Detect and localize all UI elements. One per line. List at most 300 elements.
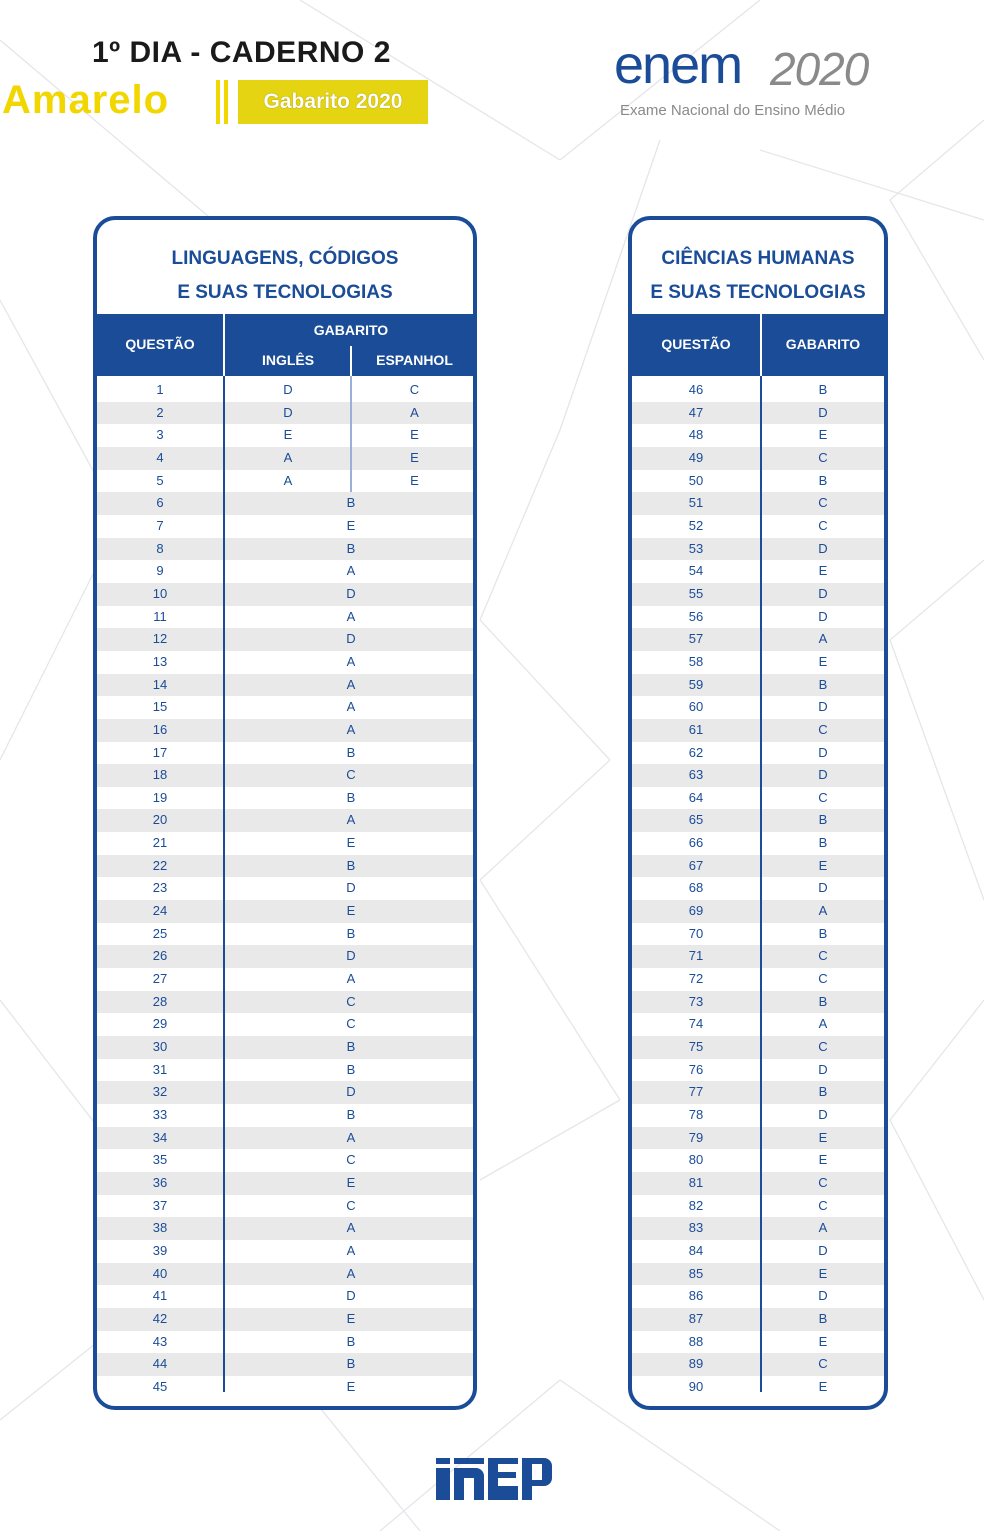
answer-spanish: A [410, 404, 419, 420]
answer-letter: A [346, 699, 356, 715]
table-row [632, 538, 884, 561]
header-answer: GABARITO [785, 336, 861, 352]
table-row [97, 1149, 473, 1172]
answer-letter: E [346, 1174, 356, 1190]
answer-spanish: E [410, 472, 419, 488]
question-number: 57 [688, 631, 704, 647]
table-row [632, 1149, 884, 1172]
answer-letter: B [346, 1061, 356, 1077]
answer-letter: A [818, 1220, 828, 1236]
table-row [632, 764, 884, 787]
table-row [97, 945, 473, 968]
answer-letter: D [818, 767, 828, 783]
question-number: 12 [152, 631, 168, 647]
question-number: 78 [688, 1107, 704, 1122]
answer-letter: C [346, 767, 356, 783]
answer-letter: E [346, 1378, 356, 1394]
table-row [632, 991, 884, 1014]
answer-letter: C [818, 948, 828, 964]
table-row [632, 402, 884, 425]
answer-letter: B [818, 835, 828, 851]
table-row [97, 696, 473, 719]
table-row [632, 1195, 884, 1218]
question-number: 9 [156, 563, 164, 579]
table-row [632, 742, 884, 765]
table-row [97, 764, 473, 787]
answer-letter: D [818, 404, 828, 420]
language-column-divider [350, 376, 352, 492]
answer-letter: D [346, 948, 356, 964]
answer-letter: D [818, 540, 828, 556]
answer-letter: C [346, 1152, 356, 1168]
answer-letter: E [818, 1378, 828, 1394]
question-number: 25 [152, 925, 168, 941]
question-number: 28 [152, 993, 168, 1009]
table-row [632, 447, 884, 470]
question-number: 6 [156, 495, 164, 511]
question-number: 76 [688, 1061, 704, 1077]
answer-letter: B [818, 925, 828, 941]
question-number: 26 [152, 948, 168, 964]
answer-letter: B [818, 472, 828, 488]
question-number: 61 [688, 721, 704, 737]
question-number: 66 [688, 835, 704, 851]
header-day-title: 1º DIA - CADERNO 2 [92, 36, 391, 69]
question-number: 30 [152, 1039, 168, 1055]
header-spanish: ESPANHOL [376, 352, 453, 368]
question-number: 52 [688, 517, 704, 533]
table-row [632, 1104, 884, 1127]
header-question: QUESTÃO [125, 336, 195, 352]
question-number: 17 [152, 744, 168, 760]
answer-letter: A [346, 563, 356, 579]
question-number: 32 [152, 1084, 168, 1100]
table-row [97, 1059, 473, 1082]
answer-letter: E [818, 427, 828, 443]
answer-letter: D [818, 1107, 828, 1122]
header-divider-bars [216, 80, 230, 124]
table-row [97, 447, 473, 470]
answer-english: A [283, 449, 293, 465]
question-number: 19 [152, 789, 168, 805]
table-row [632, 968, 884, 991]
answer-letter: C [818, 1039, 828, 1055]
answer-letter: D [346, 880, 356, 896]
question-number: 56 [688, 608, 704, 624]
answer-letter: D [818, 608, 828, 624]
question-number: 42 [152, 1310, 168, 1326]
answer-spanish: C [409, 382, 420, 397]
answer-letter: C [818, 1197, 828, 1213]
table-row [632, 651, 884, 674]
table-row [632, 1263, 884, 1286]
question-number: 89 [688, 1356, 704, 1372]
answer-letter: B [818, 382, 828, 397]
question-number: 65 [688, 812, 704, 828]
question-number: 14 [152, 676, 168, 692]
logo-subtitle: Exame Nacional do Ensino Médio [620, 102, 846, 119]
table-row [97, 1036, 473, 1059]
answer-letter: B [346, 789, 356, 805]
table-row [632, 696, 884, 719]
column-divider [223, 376, 225, 1392]
answer-letter: C [818, 449, 828, 465]
question-number: 54 [688, 563, 704, 579]
answer-letter: E [818, 1152, 828, 1168]
logo-year: 2020 [770, 43, 869, 95]
question-number: 77 [688, 1084, 704, 1100]
panel-title-line1: LINGUAGENS, CÓDIGOS [171, 248, 399, 269]
header-badge: Gabarito 2020 [238, 80, 428, 124]
question-number: 90 [688, 1378, 704, 1394]
question-number: 41 [152, 1288, 168, 1304]
question-number: 67 [688, 857, 704, 873]
answer-letter: B [346, 1039, 356, 1055]
table-row [97, 424, 473, 447]
table-row [632, 1376, 884, 1399]
answer-letter: B [818, 1310, 828, 1326]
table-row [97, 1263, 473, 1286]
panel-title-line2: E SUAS TECNOLOGIAS [650, 282, 866, 303]
question-number: 20 [152, 812, 168, 828]
table-row [632, 1172, 884, 1195]
answer-letter: C [818, 1356, 828, 1372]
table-row [632, 1353, 884, 1376]
answer-letter: B [346, 540, 356, 556]
question-number: 36 [152, 1174, 168, 1190]
question-number: 80 [688, 1152, 704, 1168]
answer-letter: C [818, 1174, 828, 1190]
question-number: 23 [152, 880, 168, 896]
answer-letter: B [818, 812, 828, 828]
answer-letter: A [346, 1129, 356, 1145]
table-row [97, 538, 473, 561]
table-row [97, 809, 473, 832]
question-number: 74 [688, 1016, 704, 1032]
table-row [97, 1127, 473, 1150]
answer-letter: E [346, 1310, 356, 1326]
question-number: 51 [688, 495, 704, 511]
answer-letter: A [346, 608, 356, 624]
table-row [97, 991, 473, 1014]
table-row [97, 1240, 473, 1263]
question-number: 60 [688, 699, 704, 715]
question-number: 27 [152, 971, 168, 987]
question-number: 50 [688, 472, 704, 488]
table-row [97, 877, 473, 900]
table-row [97, 1104, 473, 1127]
table-row [97, 1217, 473, 1240]
answer-letter: C [818, 789, 828, 805]
table-row [632, 1217, 884, 1240]
answer-letter: B [818, 993, 828, 1009]
question-number: 29 [152, 1016, 168, 1032]
question-number: 1 [156, 382, 164, 397]
table-row [97, 470, 473, 493]
question-number: 45 [152, 1378, 168, 1394]
answer-english: D [283, 404, 293, 420]
answer-english: E [283, 427, 293, 443]
answer-letter: E [346, 903, 356, 919]
question-number: 8 [156, 540, 164, 556]
table-row [632, 787, 884, 810]
answer-letter: B [346, 744, 356, 760]
answer-letter: B [346, 495, 356, 511]
answer-letter: B [818, 676, 828, 692]
answer-letter: E [346, 835, 356, 851]
table-row [632, 1081, 884, 1104]
question-number: 71 [688, 948, 704, 964]
question-number: 37 [152, 1197, 168, 1213]
question-number: 83 [688, 1220, 704, 1236]
question-number: 59 [688, 676, 704, 692]
answer-letter: A [818, 903, 828, 919]
answer-letter: C [818, 721, 828, 737]
question-number: 58 [688, 653, 704, 669]
question-number: 70 [688, 925, 704, 941]
question-number: 75 [688, 1039, 704, 1055]
answer-letter: C [346, 993, 356, 1009]
question-number: 47 [688, 404, 704, 420]
question-number: 16 [152, 721, 168, 737]
inep-logo [436, 1458, 552, 1500]
answer-letter: A [346, 812, 356, 828]
panel-title-line1: CIÊNCIAS HUMANAS [661, 248, 855, 269]
question-number: 13 [152, 653, 168, 669]
answer-letter: C [818, 517, 828, 533]
question-number: 35 [152, 1152, 168, 1168]
answer-english: A [283, 472, 293, 488]
column-divider [760, 376, 762, 1392]
question-number: 86 [688, 1288, 704, 1304]
answer-letter: C [346, 1016, 356, 1032]
table-row [632, 470, 884, 493]
question-number: 24 [152, 903, 168, 919]
answer-letter: D [346, 585, 356, 601]
question-number: 43 [152, 1333, 168, 1349]
table-row [97, 560, 473, 583]
question-number: 44 [152, 1356, 168, 1372]
answer-letter: E [818, 563, 828, 579]
answer-letter: B [346, 1107, 356, 1122]
answer-letter: D [346, 1288, 356, 1304]
question-number: 40 [152, 1265, 168, 1281]
question-number: 64 [688, 789, 704, 805]
question-number: 2 [156, 404, 164, 420]
table-row [97, 515, 473, 538]
question-number: 48 [688, 427, 704, 443]
answer-letter: A [346, 1265, 356, 1281]
question-number: 39 [152, 1242, 168, 1258]
question-number: 63 [688, 767, 704, 783]
table-row [632, 515, 884, 538]
question-number: 11 [153, 608, 167, 624]
question-number: 88 [688, 1333, 704, 1349]
table-row [632, 1059, 884, 1082]
question-number: 22 [152, 857, 168, 873]
answer-letter: A [346, 721, 356, 737]
table-row [97, 402, 473, 425]
answer-rows [97, 379, 473, 1399]
answer-letter: A [346, 676, 356, 692]
table-row [632, 809, 884, 832]
table-row [632, 1308, 884, 1331]
table-row [97, 719, 473, 742]
table-row [632, 1127, 884, 1150]
table-row [97, 1081, 473, 1104]
answer-letter: C [346, 1197, 356, 1213]
table-row [97, 1172, 473, 1195]
table-row [97, 379, 473, 402]
table-row [632, 719, 884, 742]
table-row [632, 583, 884, 606]
table-row [97, 923, 473, 946]
question-number: 31 [152, 1061, 168, 1077]
question-number: 68 [688, 880, 704, 896]
table-row [632, 1331, 884, 1354]
table-row [97, 1376, 473, 1399]
answer-letter: B [346, 1333, 356, 1349]
table-row [632, 560, 884, 583]
answer-letter: D [818, 744, 828, 760]
answer-letter: A [346, 971, 356, 987]
question-number: 84 [688, 1242, 704, 1258]
answer-letter: A [818, 631, 828, 647]
table-row [97, 1013, 473, 1036]
answer-spanish: E [410, 427, 419, 443]
answer-letter: D [346, 1084, 356, 1100]
table-row [632, 492, 884, 515]
table-row [632, 628, 884, 651]
question-number: 21 [152, 835, 168, 851]
answer-letter: B [818, 1084, 828, 1100]
answer-letter: D [818, 880, 828, 896]
table-row [632, 424, 884, 447]
answer-letter: B [346, 1356, 356, 1372]
answer-letter: E [818, 1129, 828, 1145]
question-number: 62 [688, 744, 704, 760]
table-row [632, 606, 884, 629]
answer-letter: E [818, 653, 828, 669]
answer-letter: C [818, 495, 828, 511]
answer-letter: B [346, 925, 356, 941]
table-row [97, 651, 473, 674]
answer-letter: C [818, 971, 828, 987]
table-row [632, 877, 884, 900]
answer-letter: E [346, 517, 356, 533]
answer-rows [632, 379, 884, 1399]
table-row [632, 379, 884, 402]
answer-letter: D [818, 1288, 828, 1304]
table-row [97, 832, 473, 855]
answer-spanish: E [410, 449, 419, 465]
table-row [632, 1036, 884, 1059]
question-number: 34 [152, 1129, 168, 1145]
table-row [97, 1195, 473, 1218]
answer-letter: E [818, 1265, 828, 1281]
question-number: 3 [156, 427, 164, 443]
question-number: 55 [688, 585, 704, 601]
table-header [632, 314, 884, 376]
panel-title-line2: E SUAS TECNOLOGIAS [177, 282, 393, 303]
question-number: 4 [156, 449, 164, 465]
answer-letter: D [818, 1061, 828, 1077]
table-row [632, 1285, 884, 1308]
question-number: 82 [688, 1197, 704, 1213]
table-row [632, 674, 884, 697]
table-row [632, 832, 884, 855]
answer-letter: E [818, 857, 828, 873]
table-row [632, 900, 884, 923]
question-number: 69 [688, 903, 704, 919]
answer-letter: D [346, 631, 356, 647]
question-number: 49 [688, 449, 704, 465]
table-row [632, 1013, 884, 1036]
table-row [97, 492, 473, 515]
table-row [97, 900, 473, 923]
question-number: 79 [688, 1129, 704, 1145]
question-number: 85 [688, 1265, 704, 1281]
table-row [97, 1285, 473, 1308]
answer-letter: E [818, 1333, 828, 1349]
question-number: 73 [688, 993, 704, 1009]
answer-letter: D [818, 1242, 828, 1258]
table-row [632, 923, 884, 946]
question-number: 46 [688, 382, 704, 397]
question-number: 53 [688, 540, 704, 556]
header-color-label: Amarelo [2, 78, 170, 122]
table-row [97, 1353, 473, 1376]
table-row [97, 606, 473, 629]
question-number: 72 [688, 971, 704, 987]
header-answer: GABARITO [313, 322, 389, 338]
answer-letter: A [346, 1242, 356, 1258]
table-row [632, 945, 884, 968]
table-row [632, 855, 884, 878]
question-number: 7 [156, 517, 164, 533]
question-number: 38 [152, 1220, 168, 1236]
question-number: 18 [152, 767, 168, 783]
answer-letter: D [818, 585, 828, 601]
table-row [97, 674, 473, 697]
answer-letter: A [346, 1220, 356, 1236]
table-row [97, 968, 473, 991]
header-question: QUESTÃO [661, 336, 731, 352]
table-row [97, 855, 473, 878]
answer-letter: B [346, 857, 356, 873]
question-number: 33 [152, 1107, 168, 1122]
table-row [97, 787, 473, 810]
table-row [97, 1308, 473, 1331]
logo-wordmark: enem [614, 35, 742, 95]
answer-panel-ciencias-humanas [628, 216, 888, 1410]
table-row [97, 742, 473, 765]
answer-letter: A [346, 653, 356, 669]
table-row [97, 583, 473, 606]
answer-panel-linguagens [93, 216, 477, 1410]
question-number: 5 [156, 472, 164, 488]
table-row [97, 628, 473, 651]
question-number: 81 [688, 1174, 704, 1190]
question-number: 10 [152, 585, 168, 601]
table-row [97, 1331, 473, 1354]
table-header [97, 314, 473, 376]
table-row [632, 1240, 884, 1263]
answer-letter: A [818, 1016, 828, 1032]
answer-english: D [283, 382, 293, 397]
question-number: 15 [152, 699, 168, 715]
question-number: 87 [688, 1310, 704, 1326]
